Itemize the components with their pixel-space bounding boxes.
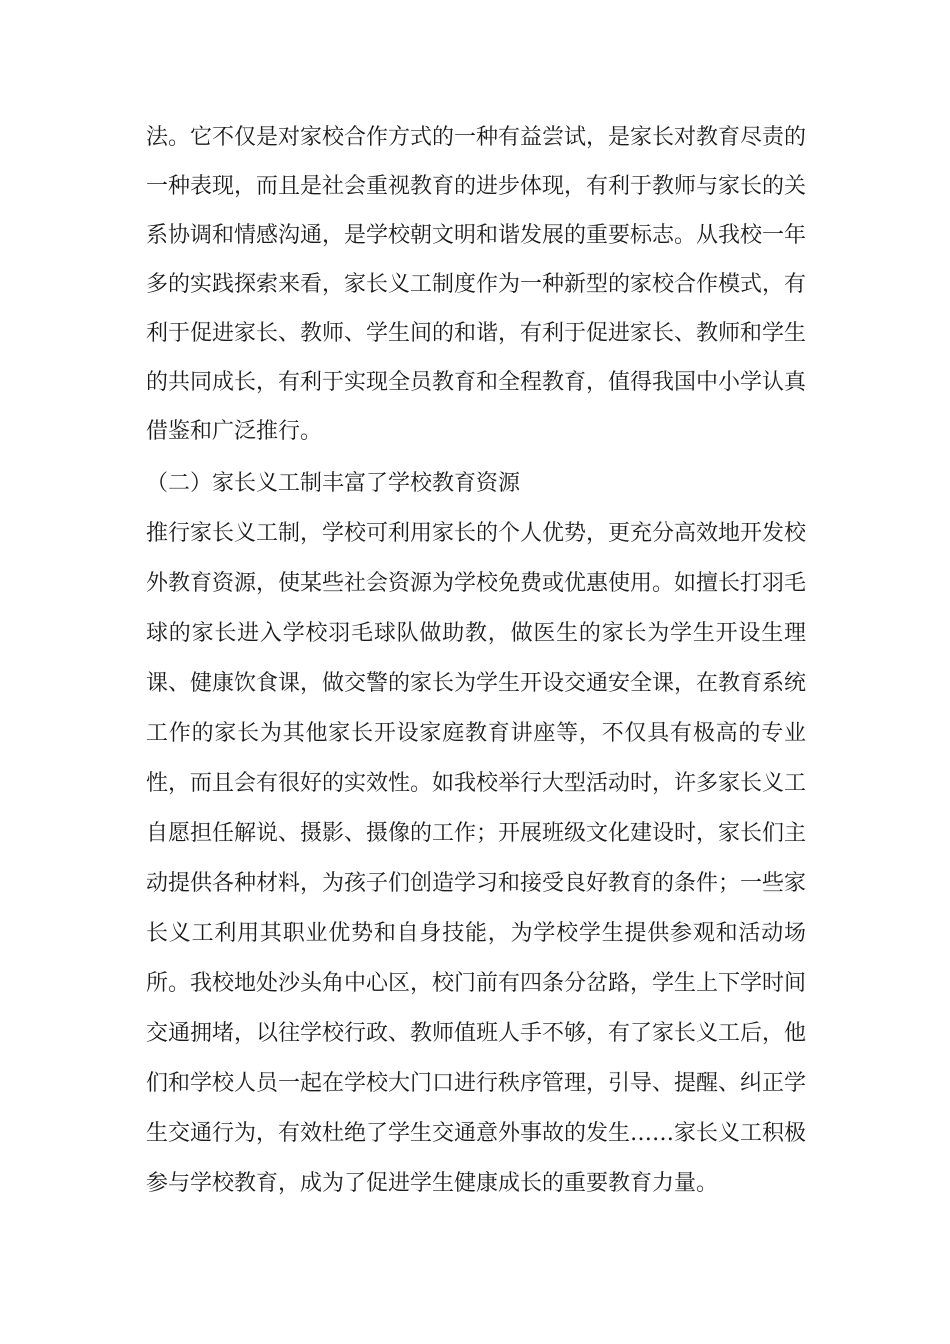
- paragraph-1-line-7: 借鉴和广泛推行。: [146, 419, 323, 444]
- paragraph-2-line-8: 动提供各种材料，为孩子们创造学习和接受良好教育的条件；一些家: [146, 871, 806, 896]
- paragraph-2-line-14: 参与学校教育，成为了促进学生健康成长的重要教育力量。: [146, 1171, 719, 1196]
- paragraph-2-line-11: 交通拥堵，以往学校行政、教师值班人手不够，有了家长义工后，他: [146, 1021, 806, 1046]
- paragraph-2-line-7: 自愿担任解说、摄影、摄像的工作；开展班级文化建设时，家长们主: [146, 821, 806, 846]
- paragraph-2-line-1: 推行家长义工制，学校可利用家长的个人优势，更充分高效地开发校: [146, 521, 806, 546]
- paragraph-2-line-4: 课、健康饮食课，做交警的家长为学生开设交通安全课，在教育系统: [146, 671, 806, 696]
- paragraph-2-line-5: 工作的家长为其他家长开设家庭教育讲座等，不仅具有极高的专业: [146, 721, 806, 746]
- paragraph-2-line-6: 性，而且会有很好的实效性。如我校举行大型活动时，许多家长义工: [146, 771, 806, 796]
- paragraph-1-line-6: 的共同成长，有利于实现全员教育和全程教育，值得我国中小学认真: [146, 370, 806, 395]
- paragraph-1-line-4: 多的实践探索来看，家长义工制度作为一种新型的家校合作模式，有: [146, 272, 806, 297]
- paragraph-2-line-10: 所。我校地处沙头角中心区，校门前有四条分岔路，学生上下学时间: [146, 971, 806, 996]
- paragraph-1-line-1: 法。它不仅是对家校合作方式的一种有益尝试，是家长对教育尽责的: [146, 125, 806, 150]
- paragraph-1-line-5: 利于促进家长、教师、学生间的和谐，有利于促进家长、教师和学生: [146, 321, 806, 346]
- paragraph-2-line-9: 长义工利用其职业优势和自身技能，为学校学生提供参观和活动场: [146, 921, 806, 946]
- paragraph-1-line-2: 一种表现，而且是社会重视教育的进步体现，有利于教师与家长的关: [146, 174, 806, 199]
- section-heading: （二）家长义工制丰富了学校教育资源: [146, 471, 521, 496]
- paragraph-2-line-13: 生交通行为，有效杜绝了学生交通意外事故的发生……家长义工积极: [146, 1121, 806, 1146]
- paragraph-1-line-3: 系协调和情感沟通，是学校朝文明和谐发展的重要标志。从我校一年: [146, 223, 806, 248]
- paragraph-2-line-2: 外教育资源，使某些社会资源为学校免费或优惠使用。如擅长打羽毛: [146, 571, 806, 596]
- paragraph-2-line-3: 球的家长进入学校羽毛球队做助教，做医生的家长为学生开设生理: [146, 621, 806, 646]
- paragraph-2-line-12: 们和学校人员一起在学校大门口进行秩序管理，引导、提醒、纠正学: [146, 1071, 806, 1096]
